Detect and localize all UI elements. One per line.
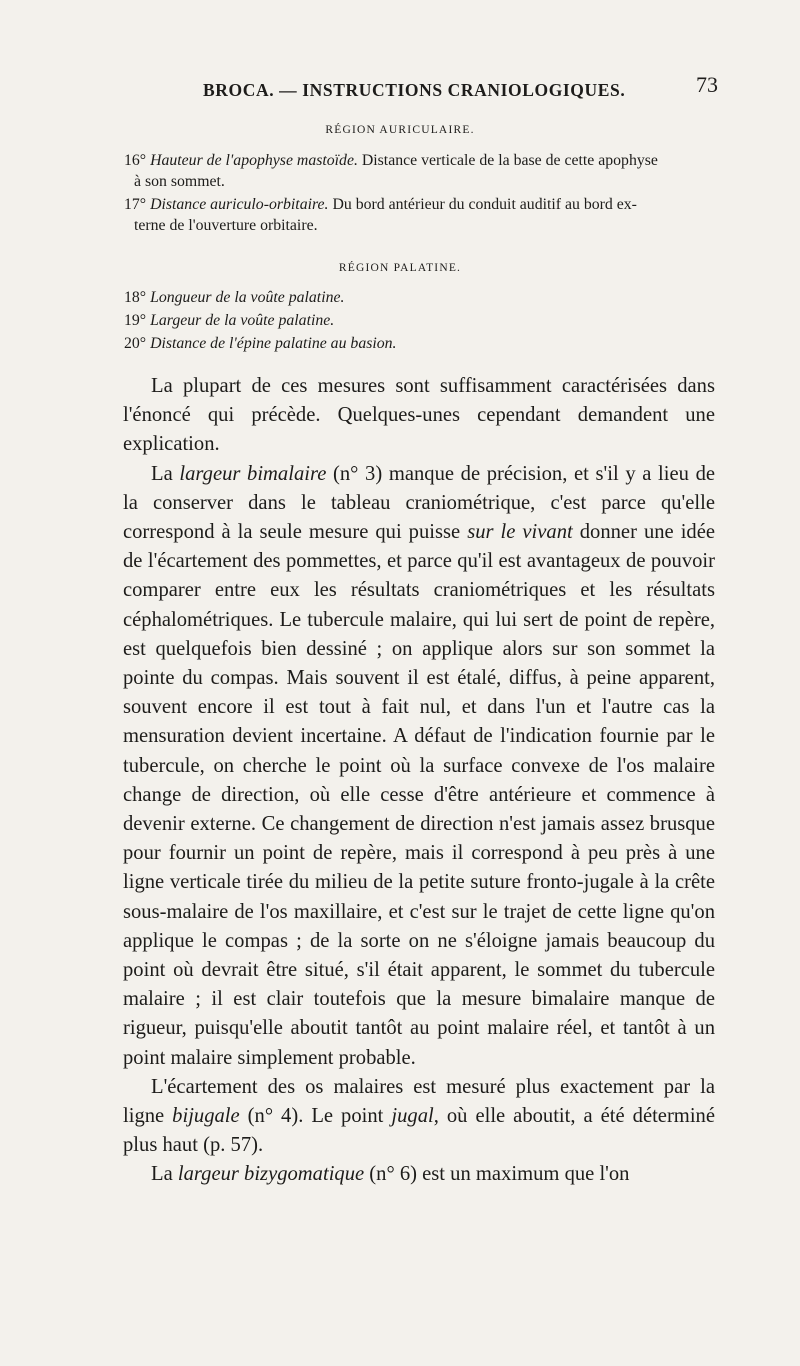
item-term: Distance de l'épine palatine au basion. <box>150 335 397 352</box>
paragraph: La largeur bimalaire (n° 3) manque de précision, et s'il y a lieu de la conserver dans le tableau craniométrique, c'est parce qu'elle correspond à la seule mesure qui puisse sur le vivant donner une idée de l'écartement des pommettes, et parce qu'il est avantageux de pouvoir comparer entre eux les résultats craniométriques et les résultats céphalométriques. Le tubercule malaire, qui lui sert de point de repère, est quelquefois bien dessiné ; on applique alors sur son sommet la pointe du compas. Mais souvent il est étalé, diffus, à peine apparent, souvent encore il est tout à fait nul, et dans l'un et l'autre cas la mensuration devient incertaine. A défaut de l'indication fournie par le tubercule, on cherche le point où la surface convexe de l'os malaire change de direction, où elle cesse d'être antérieure et commence à devenir externe. Ce changement de direction n'est jamais assez brusque pour fournir un point de repère, mais il correspond à peu près à une ligne verticale tirée du milieu de la petite suture fronto-jugale à la crête sous-malaire de l'os maxillaire, et c'est sur le trajet de cette ligne qu'on applique le compas ; de la sorte on ne s'éloigne jamais beaucoup du point où devrait être situé, s'il était apparent, le sommet du tubercule malaire ; il est clair toutefois que la mesure bimalaire manque de rigueur, puisqu'elle aboutit tantôt au point malaire réel, et tantôt à un point malaire simplement probable. <box>123 462 716 1069</box>
section-heading-auriculaire: RÉGION AURICULAIRE. <box>325 124 475 136</box>
emphasis: bijugale <box>172 1105 240 1128</box>
emphasis: largeur bimalaire <box>179 462 327 485</box>
item-term: Distance auriculo-orbitaire. <box>150 196 329 213</box>
item-number: 20° <box>124 335 147 352</box>
item-number: 17° <box>124 196 147 213</box>
item-term: Largeur de la voûte palatine. <box>150 312 335 329</box>
body-text <box>123 372 715 1190</box>
item-number: 19° <box>124 312 147 329</box>
measure-item-18 <box>124 287 718 308</box>
item-term: Hauteur de l'apophyse mastoïde. <box>150 152 358 169</box>
measure-item-20 <box>124 333 718 354</box>
item-number: 16° <box>124 152 147 169</box>
paragraph: La plupart de ces mesures sont suffisamment caractérisées dans l'énoncé qui précède. Quelques-unes cependant demandent une explication. <box>123 375 715 456</box>
item-description: Du bord antérieur du conduit auditif au bord ex- <box>332 196 637 213</box>
emphasis: largeur bizygomatique <box>177 1163 365 1186</box>
paragraph: La largeur bizygomatique (n° 6) est un maximum que l'on <box>151 1163 630 1186</box>
item-term: Longueur de la voûte palatine. <box>150 289 345 306</box>
page-number: 73 <box>696 72 718 97</box>
item-description: Distance verticale de la base de cette apophyse <box>361 152 658 169</box>
measure-item-17 <box>124 194 718 236</box>
emphasis: jugal <box>391 1105 434 1128</box>
measure-item-19 <box>124 310 718 331</box>
section-heading-palatine: RÉGION PALATINE. <box>338 262 462 274</box>
item-continuation: terne de l'ouverture orbitaire. <box>134 217 318 234</box>
item-number: 18° <box>124 289 147 306</box>
paragraph: L'écartement des os malaires est mesuré plus exactement par la ligne bijugale (n° 4). Le point jugal, où elle aboutit, a été déterminé plus haut (p. 57). <box>123 1075 715 1157</box>
running-title: BROCA. — INSTRUCTIONS CRANIOLOGIQUES. <box>203 80 626 100</box>
measure-item-16 <box>124 150 718 192</box>
item-continuation: à son sommet. <box>134 173 225 190</box>
emphasis: sur le vivant <box>467 521 573 544</box>
